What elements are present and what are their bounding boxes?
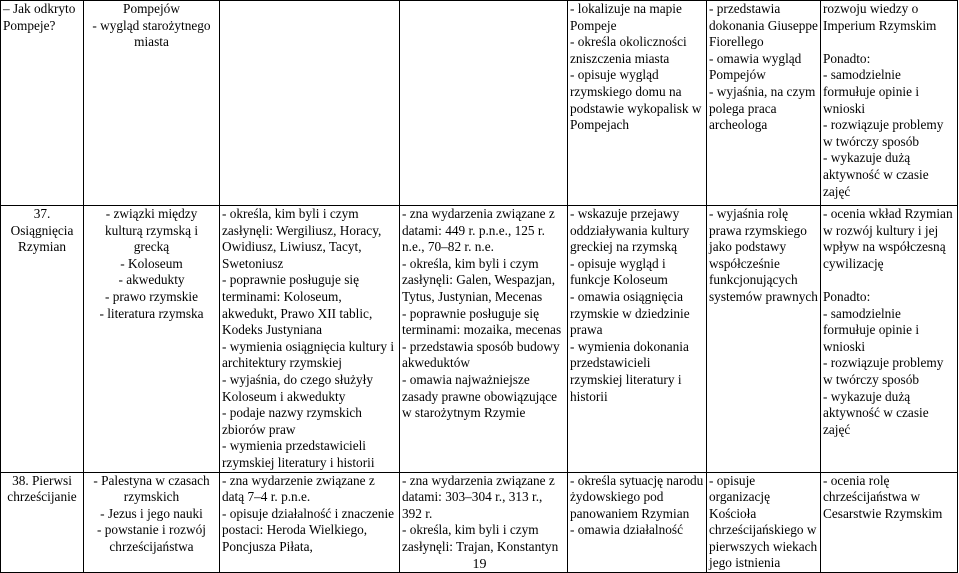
content-cell: Pompejów - wygląd starożytnego miasta xyxy=(84,1,220,206)
content-cell: - związki między kulturą rzymską i grecką - Koloseum - akwedukty - prawo rzymskie - literatura rzymska xyxy=(84,206,220,473)
requirements-cell: - wskazuje przejawy oddziaływania kultury greckiej na rzymską - opisuje wygląd i funkcje Koloseum - omawia osiągnięcia rzymskie w dziedzinie prawa - wymienia dokonania przedstawicieli rzymskiej literatury i historii xyxy=(568,206,707,473)
content-cell: - Palestyna w czasach rzymskich - Jezus i jego nauki - powstanie i rozwój chrześcijaństwa xyxy=(84,472,220,573)
requirements-cell: - zna wydarzenie związane z datą 7–4 r. p.n.e. - opisuje działalność i znaczenie postaci: Heroda Wielkiego, Poncjusza Piłata, xyxy=(220,472,400,573)
topic-cell: – Jak odkryto Pompeje? xyxy=(1,1,84,206)
table-row xyxy=(1,1,958,206)
requirements-cell: - opisuje organizację Kościoła chrześcijańskiego w pierwszych wiekach jego istnienia xyxy=(707,472,821,573)
requirements-cell: - ocenia rolę chrześcijaństwa w Cesarstwie Rzymskim xyxy=(821,472,958,573)
table-row xyxy=(1,206,958,473)
requirements-cell: - zna wydarzenia związane z datami: 303–304 r., 313 r., 392 r. - określa, kim byli i czym zasłynęli: Trajan, Konstantyn xyxy=(400,472,568,573)
topic-cell: 38. Pierwsi chrześcijanie xyxy=(1,472,84,573)
requirements-cell: - zna wydarzenia związane z datami: 449 r. p.n.e., 125 r. n.e., 70–82 r. n.e. - określa, kim byli i czym zasłynęli: Galen, Wespazjan, Tytus, Justynian, Mecenas - poprawnie posługuje się terminami: mozaika, mecenas - przedstawia sposób budowy akweduktów - omawia najważniejsze zasady prawne obowiązujące w starożytnym Rzymie xyxy=(400,206,568,473)
topic-cell: 37. Osiągnięcia Rzymian xyxy=(1,206,84,473)
requirements-cell: - ocenia wkład Rzymian w rozwój kultury i jej wpływ na współczesną cywilizację Ponadto: - samodzielnie formułuje opinie i wnioski - rozwiązuje problemy w twórczy sposób - wykazuje dużą aktywność w czasie zajęć xyxy=(821,206,958,473)
page-number: 19 xyxy=(472,557,487,572)
requirements-cell: - określa, kim byli i czym zasłynęli: Wergiliusz, Horacy, Owidiusz, Liwiusz, Tacyt, Swetoniusz - poprawnie posługuje się terminami: Koloseum, akwedukt, Prawo XII tablic, Kodeks Justyniana - wymienia osiągnięcia kultury i architektury rzymskiej - wyjaśnia, do czego służyły Koloseum i akwedukty - podaje nazwy rzymskich zbiorów praw - wymienia przedstawicieli rzymskiej literatury i historii xyxy=(220,206,400,473)
requirements-cell: - lokalizuje na mapie Pompeje - określa okoliczności zniszczenia miasta - opisuje wygląd rzymskiego domu na podstawie wykopalisk w Pompejach xyxy=(568,1,707,206)
requirements-cell: - przedstawia dokonania Giuseppe Fiorellego - omawia wygląd Pompejów - wyjaśnia, na czym polega praca archeologa xyxy=(707,1,821,206)
requirements-cell xyxy=(220,1,400,206)
requirements-cell xyxy=(400,1,568,206)
requirements-cell: - określa sytuację narodu żydowskiego pod panowaniem Rzymian - omawia działalność xyxy=(568,472,707,573)
requirements-cell: - wyjaśnia rolę prawa rzymskiego jako podstawy współcześnie funkcjonujących systemów prawnych xyxy=(707,206,821,473)
requirements-cell: rozwoju wiedzy o Imperium Rzymskim Ponadto: - samodzielnie formułuje opinie i wnioski - rozwiązuje problemy w twórczy sposób - wykazuje dużą aktywność w czasie zajęć xyxy=(821,1,958,206)
